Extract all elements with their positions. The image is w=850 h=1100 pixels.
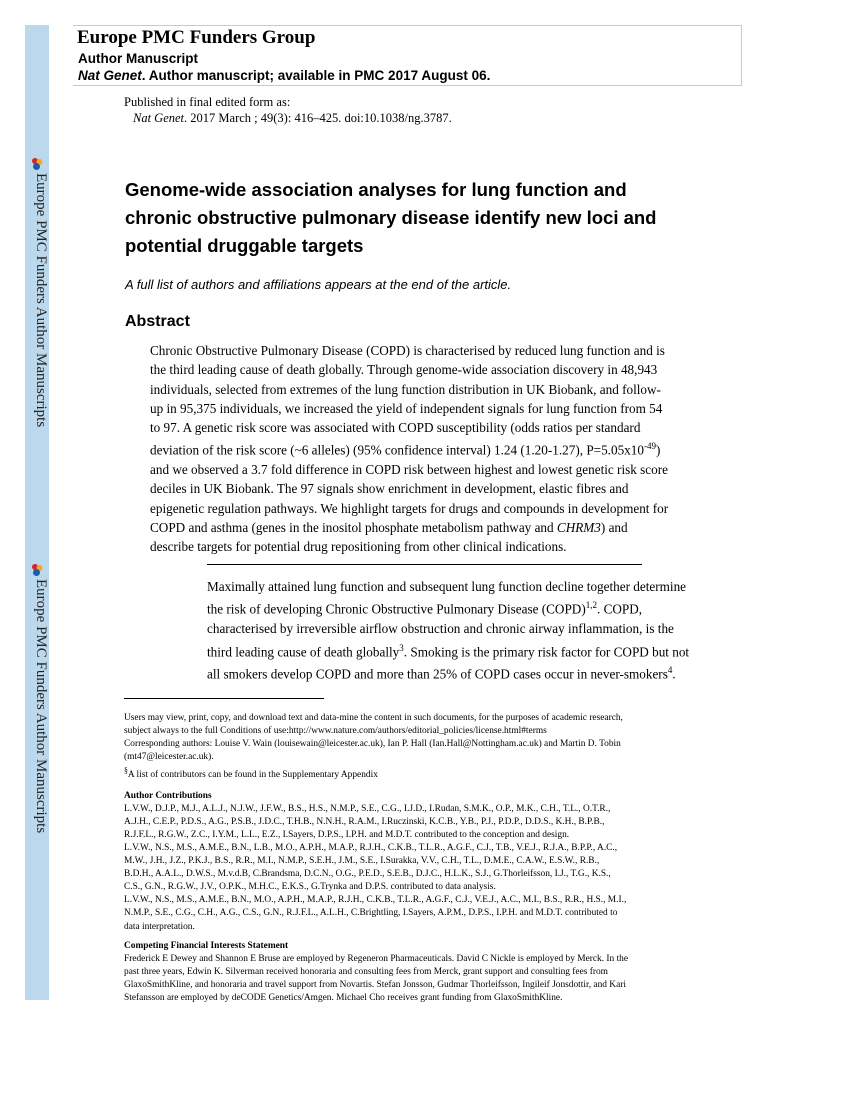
intro-line	[207, 639, 727, 662]
intro-text: all smokers develop COPD and more than 25% of COPD cases occur in never-smokers	[207, 666, 668, 682]
footnotes	[124, 712, 724, 1005]
europe-pmc-logo-icon	[31, 563, 43, 577]
citation-ref[interactable]: 1,2	[585, 600, 597, 611]
intro-text: . COPD,	[596, 601, 643, 617]
funders-group-title: Europe PMC Funders Group	[77, 27, 316, 48]
corresponding-authors-cont: (mt47@leicester.ac.uk).	[124, 752, 214, 763]
pmc-sidebar	[25, 25, 49, 1000]
abstract-line: to 97. A genetic risk score was associated with COPD susceptibility (odds ratios per standard	[150, 420, 641, 436]
abstract-text: ) and	[600, 520, 628, 536]
abstract-line	[150, 437, 710, 460]
contribution-line: L.V.W., N.S., M.S., A.M.E., B.N., M.O., A.P.H., M.A.P., R.J.H., C.K.B., T.L.R., A.G.F., C.J., V.E.J., A.C., M.I., B.S., R.R., H.S., M.I.,	[124, 895, 627, 906]
intro-line	[207, 661, 727, 684]
published-journal: Nat Genet	[133, 111, 185, 125]
sidebar-text-bottom: Europe PMC Funders Author Manuscripts	[33, 579, 49, 834]
manuscript-header	[73, 25, 742, 86]
abstract-line: the third leading cause of death globally. Through genome-wide association discovery in 48,943	[150, 362, 658, 378]
sidebar-label-bottom	[25, 563, 49, 863]
abstract-text: )	[655, 442, 661, 458]
abstract-line: up in 95,375 individuals, we increased the yield of independent signals for lung function from 54	[150, 400, 663, 416]
competing-interests-line: Frederick E Dewey and Shannon E Bruse are employed by Regeneron Pharmaceuticals. David C Nickle is employed by Merck. In the	[124, 953, 629, 964]
intro-line: characterised by irreversible airflow obstruction and chronic airway inflammation, is the	[207, 621, 674, 637]
section-divider	[207, 564, 642, 565]
contribution-line: C.S., G.N., R.G.W., J.V., O.P.K., M.H.C., E.K.S., G.Trynka and D.P.S. contributed to data analysis.	[124, 882, 496, 893]
gene-name: CHRM3	[556, 520, 601, 536]
abstract-line: epigenetic regulation pathways. We highlight targets for drugs and compounds in development for	[150, 500, 669, 516]
intro-line: Maximally attained lung function and subsequent lung function decline together determine	[207, 579, 687, 594]
author-manuscript-label: Author Manuscript	[78, 51, 198, 66]
citation-ref[interactable]: 3	[399, 642, 404, 653]
contributors-note	[124, 764, 724, 782]
published-ref: . 2017 March ; 49(3): 416–425. doi:10.1038/ng.3787.	[184, 111, 452, 125]
competing-interests-line: Stefansson are employed by deCODE Genetics/Amgen. Michael Cho receives grant funding from GlaxoSmithKline.	[124, 993, 563, 1003]
published-label: Published in final edited form as:	[124, 95, 291, 109]
abstract-line: deciles in UK Biobank. The 97 signals show enrichment in development, elastic fibres and	[150, 481, 629, 497]
intro-paragraph	[207, 577, 727, 684]
terms-text: subject always to the full Conditions of use:	[124, 726, 289, 737]
terms-line: Users may view, print, copy, and download text and data-mine the content in such documents, for the purposes of academic research,	[124, 713, 623, 723]
abstract-text: deviation of the risk score (~6 alleles) (95% confidence interval) 1.24 (1.20-1.27), P=5.05x10	[150, 442, 644, 458]
contribution-line: M.W., J.H., J.Z., P.K.J., B.S., R.R., M.I., N.M.P., S.E.H., J.M., S.E., I.Surakka, V.V., C.H., T.L., D.M.E., C.A.W., E.S.W., R.B.,	[124, 856, 600, 867]
europe-pmc-logo-icon	[31, 157, 43, 171]
abstract-body	[150, 341, 710, 557]
contribution-line: R.J.F.L., R.G.W., Z.C., I.Y.M., L.L., E.Z., I.Sayers, D.P.S., I.P.H. and M.D.T. contributed to the conception and design.	[124, 829, 570, 840]
abstract-heading: Abstract	[125, 313, 190, 330]
authors-note: A full list of authors and affiliations appears at the end of the article.	[125, 277, 512, 292]
journal-name: Nat Genet	[78, 68, 142, 83]
footnote-mark: §	[124, 766, 128, 776]
terms-line	[124, 725, 724, 738]
sidebar-text-top: Europe PMC Funders Author Manuscripts	[33, 173, 49, 428]
contribution-line: data interpretation.	[124, 921, 195, 932]
contribution-line: A.J.H., C.E.P., P.D.S., A.G., P.S.B., J.D.C., T.H.B., N.N.H., R.A.M., I.Ruczinski, K.C.B., Y.B., P.J., P.D.P., D.D.S., K.H., B.P.B.,	[124, 816, 605, 827]
sidebar-label-top	[25, 157, 49, 457]
intro-text: the risk of developing Chronic Obstructive Pulmonary Disease (COPD)	[207, 601, 586, 617]
abstract-line: Chronic Obstructive Pulmonary Disease (COPD) is characterised by reduced lung function and is	[150, 343, 665, 358]
contribution-line: B.D.H., A.A.L., D.W.S., M.v.d.B, C.Brandsma, D.C.N., O.G., P.E.D., S.E.B., D.J.C., H.L.K., S.J., G.Thorleifsson, I.J., T.G., K.S.,	[124, 869, 611, 880]
abstract-text: COPD and asthma (genes in the inositol phosphate metabolism pathway and	[150, 520, 557, 536]
intro-text: third leading cause of death globally	[207, 644, 400, 659]
competing-interests-heading: Competing Financial Interests Statement	[124, 940, 289, 951]
competing-interests-line: GlaxoSmithKline, and honoraria and travel support from Novartis. Stefan Jonsson, Gudmar Thorleifsson, Ingileif Jonsdottir, and Kari	[124, 979, 626, 990]
intro-line	[207, 596, 727, 619]
author-contributions-heading: Author Contributions	[124, 790, 212, 801]
abstract-line	[150, 518, 710, 537]
published-citation	[124, 110, 452, 126]
competing-interests-line: past three years, Edwin K. Silverman received honoraria and consulting fees from Merck, grant support and consulting fees from	[124, 966, 608, 977]
contribution-line: L.V.W., N.S., M.S., A.M.E., B.N., L.B., M.O., A.P.H., M.A.P., R.J.H., C.K.B., T.L.R., A.G.F., C.J., T.B., V.E.J., R.J.A., B.P.P., A.C.,	[124, 842, 618, 853]
contributors-text: A list of contributors can be found in the Supplementary Appendix	[127, 770, 378, 781]
abstract-line: individuals, selected from extremes of the lung function distribution in UK Biobank, and follow-	[150, 381, 661, 397]
intro-text: . Smoking is the primary risk factor for COPD but not	[403, 644, 690, 659]
corresponding-authors: Corresponding authors: Louise V. Wain (louisewain@leicester.ac.uk), Ian P. Hall (Ian.Hall@Nottingham.ac.uk) and Martin D. Tobin	[124, 739, 621, 750]
footnote-divider	[124, 698, 324, 699]
superscript: -49	[643, 441, 656, 452]
header-citation	[78, 68, 490, 83]
abstract-line: and we observed a 3.7 fold difference in COPD risk between highest and lowest genetic risk score	[150, 462, 668, 478]
availability-text: . Author manuscript; available in PMC 2017 August 06.	[141, 68, 491, 83]
terms-link[interactable]: http://www.nature.com/authors/editorial_policies/license.html#terms	[288, 726, 547, 737]
abstract-line: describe targets for potential drug repositioning from other clinical indications.	[150, 539, 567, 555]
published-info	[124, 94, 452, 126]
contribution-line: N.M.P., S.E., C.G., C.H., A.G., C.S., G.N., R.J.F.L., A.L.H., C.Brightling, I.Sayers, A.P.M., D.P.S., I.P.H. and M.D.T. contributed to	[124, 908, 618, 919]
citation-ref[interactable]: 4	[667, 665, 673, 676]
intro-text: .	[672, 666, 676, 682]
contribution-line: L.V.W., D.J.P., M.J., A.L.J., N.J.W., J.F.W., B.S., H.S., N.M.P., S.E., C.G., I.J.D., I.Rudan, S.M.K., O.P., M.K., C.H., T.L., O.T.R.,	[124, 803, 611, 814]
article-title: Genome-wide association analyses for lung function and chronic obstructive pulmonary disease identify new loci and potential druggable targets	[125, 179, 657, 256]
